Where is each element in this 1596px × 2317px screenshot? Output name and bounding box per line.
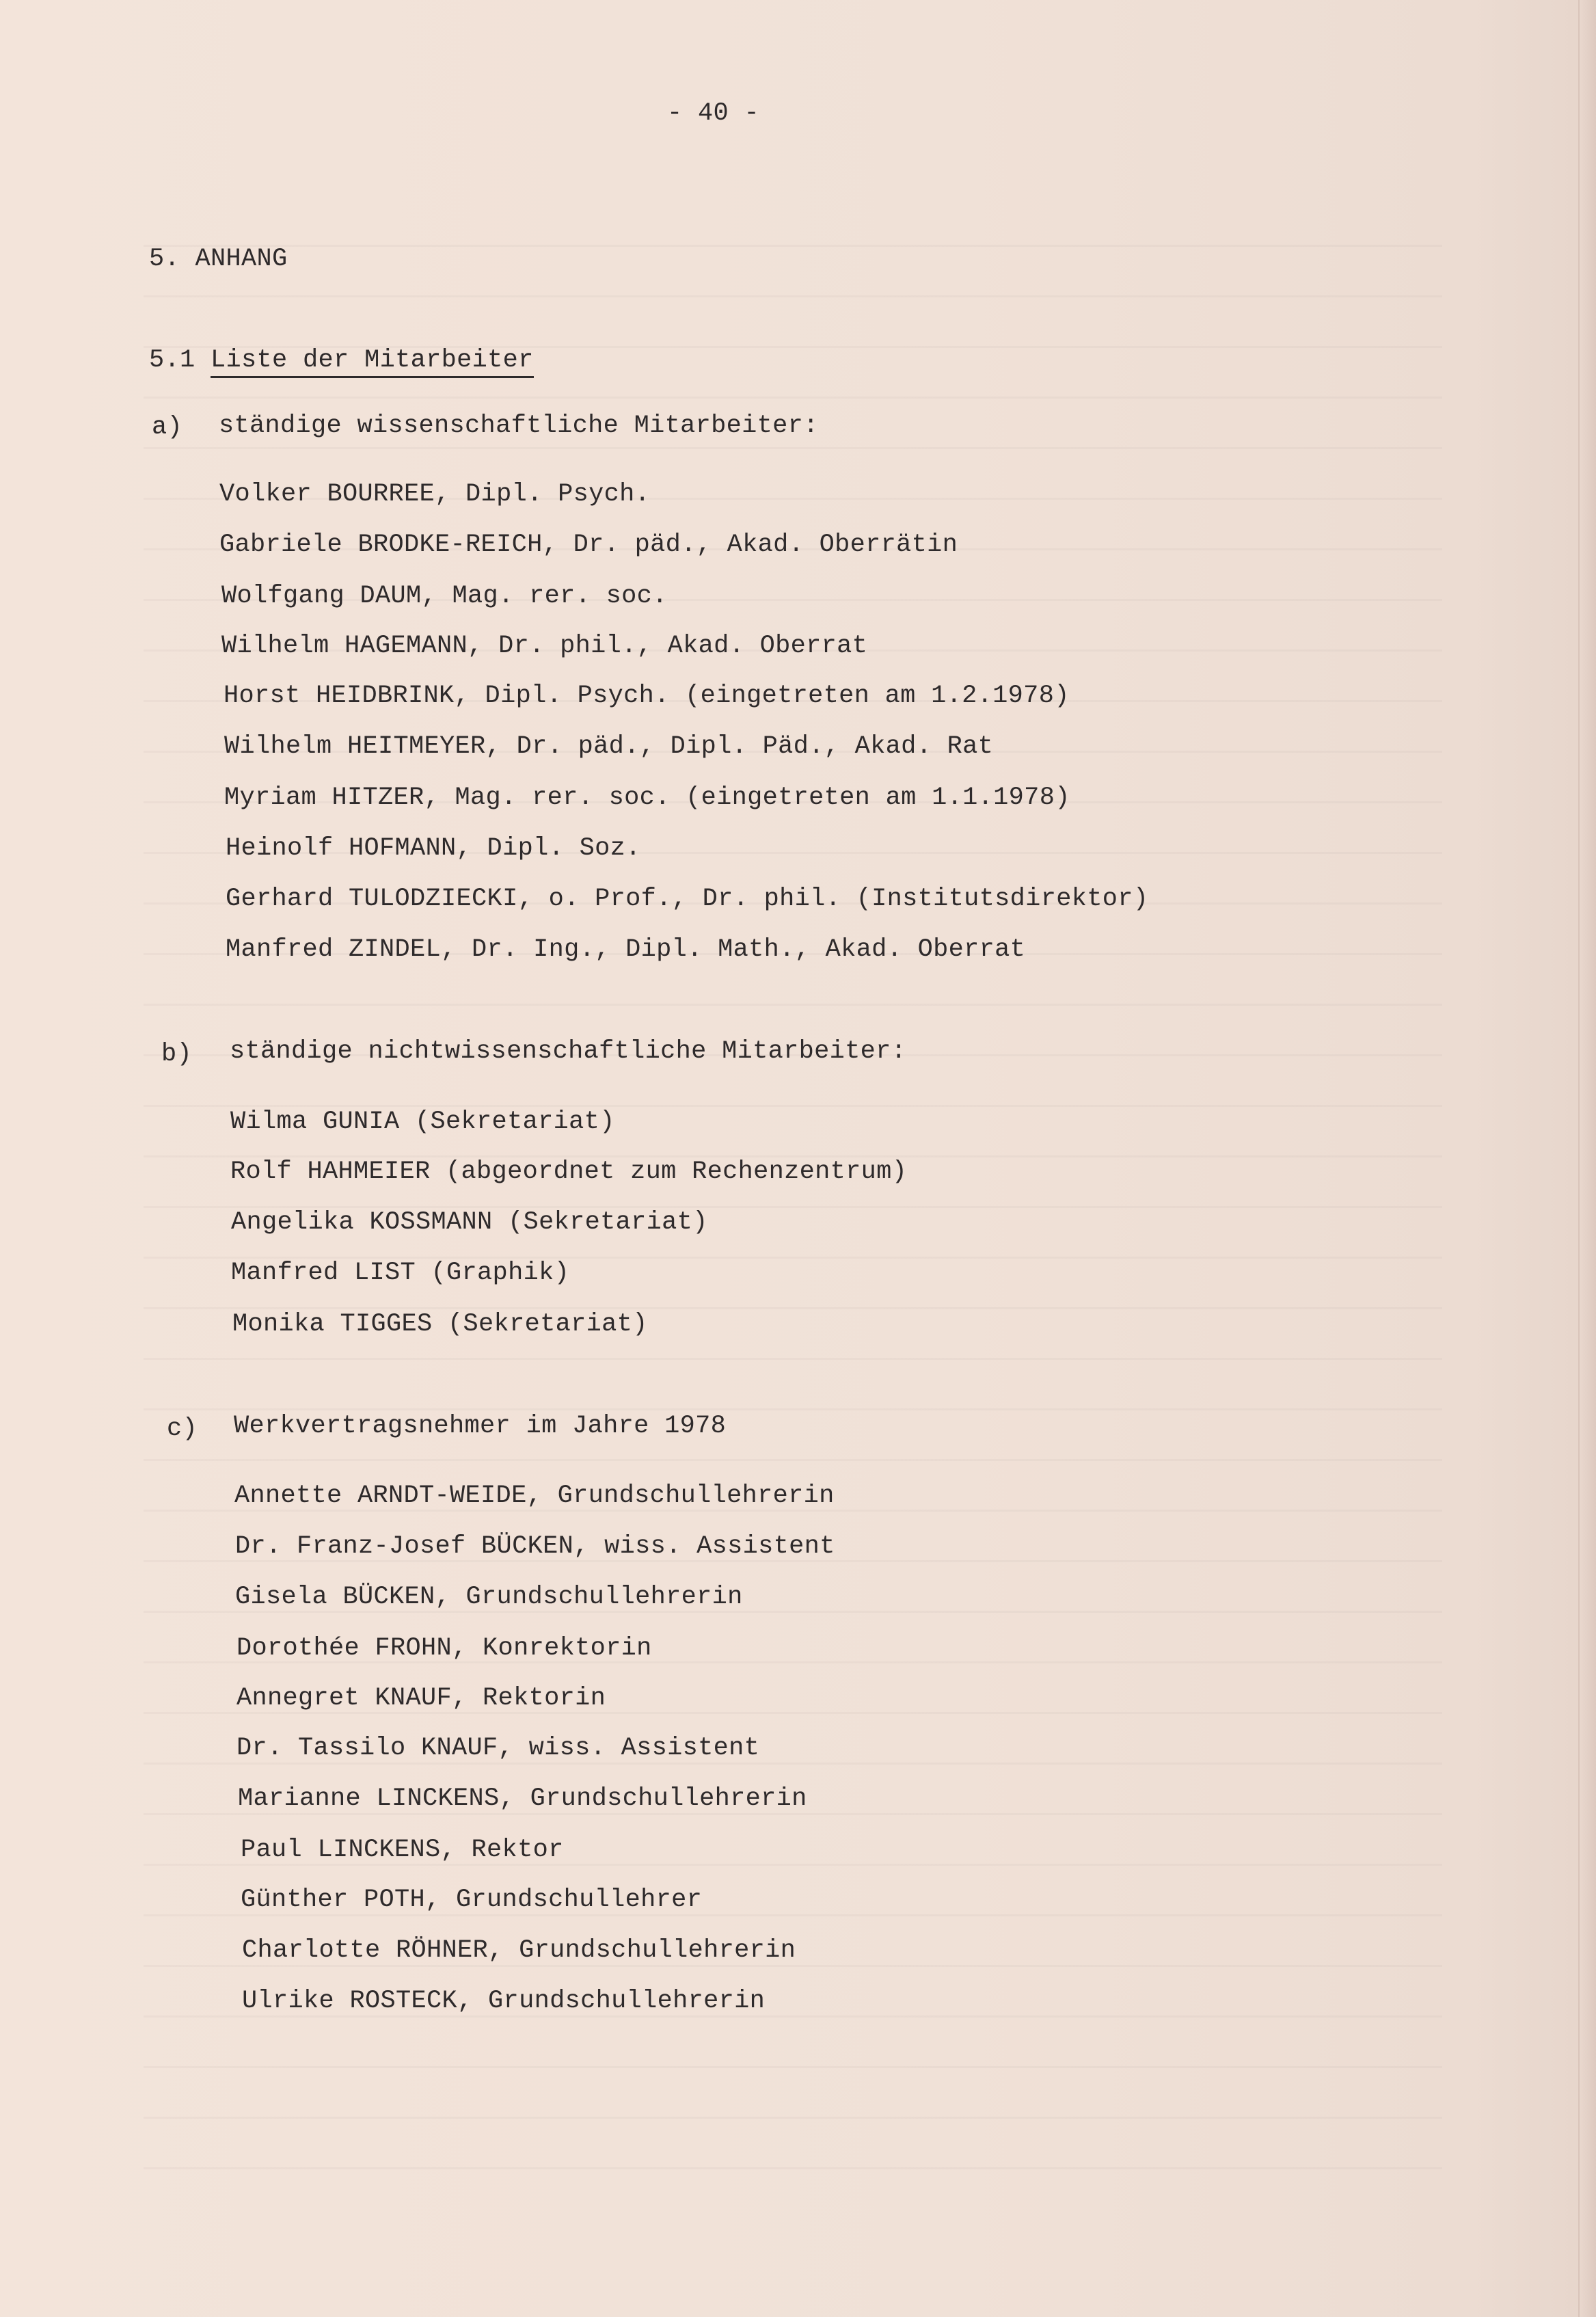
list-item: Annegret KNAUF, Rektorin	[236, 1684, 606, 1713]
group-heading-c: Werkvertragsnehmer im Jahre 1978	[234, 1412, 727, 1441]
list-item: Gisela BÜCKEN, Grundschullehrerin	[235, 1583, 743, 1611]
list-item: Wolfgang DAUM, Mag. rer. soc.	[221, 582, 668, 611]
subsection-heading	[149, 345, 534, 375]
section-number: 5.	[149, 245, 180, 273]
list-item: Wilhelm HEITMEYER, Dr. päd., Dipl. Päd., Akad. Rat	[224, 732, 994, 761]
group-heading-b: ständige nichtwissenschaftliche Mitarbeiter:	[230, 1037, 907, 1066]
section-title: ANHANG	[195, 245, 288, 273]
list-item: Dr. Tassilo KNAUF, wiss. Assistent	[236, 1734, 760, 1763]
page-number: - 40 -	[667, 99, 760, 128]
subsection-number: 5.1	[149, 346, 195, 375]
list-item: Ulrike ROSTECK, Grundschullehrerin	[242, 1987, 766, 2015]
page-edge	[1578, 0, 1596, 2317]
group-heading-a: ständige wissenschaftliche Mitarbeiter:	[219, 412, 819, 440]
list-item: Marianne LINCKENS, Grundschullehrerin	[238, 1784, 807, 1813]
list-item: Wilma GUNIA (Sekretariat)	[230, 1108, 615, 1136]
list-item: Wilhelm HAGEMANN, Dr. phil., Akad. Oberrat	[221, 632, 868, 660]
list-item: Monika TIGGES (Sekretariat)	[232, 1310, 648, 1339]
list-item: Myriam HITZER, Mag. rer. soc. (eingetreten am 1.1.1978)	[224, 784, 1070, 812]
list-item: Paul LINCKENS, Rektor	[241, 1836, 564, 1864]
list-item: Charlotte RÖHNER, Grundschullehrerin	[242, 1936, 796, 1965]
section-heading	[149, 244, 288, 274]
list-item: Angelika KOSSMANN (Sekretariat)	[231, 1208, 708, 1237]
group-label-b: b)	[161, 1040, 193, 1069]
list-item: Gerhard TULODZIECKI, o. Prof., Dr. phil. (Institutsdirektor)	[226, 885, 1149, 913]
list-item: Günther POTH, Grundschullehrer	[241, 1886, 703, 1914]
list-item: Dr. Franz-Josef BÜCKEN, wiss. Assistent	[235, 1532, 835, 1561]
list-item: Gabriele BRODKE-REICH, Dr. päd., Akad. Oberrätin	[219, 531, 958, 559]
list-item: Manfred ZINDEL, Dr. Ing., Dipl. Math., Akad. Oberrat	[226, 935, 1026, 964]
list-item: Horst HEIDBRINK, Dipl. Psych. (eingetreten am 1.2.1978)	[224, 682, 1070, 710]
group-label-c: c)	[167, 1415, 198, 1443]
group-label-a: a)	[152, 413, 183, 442]
list-item: Volker BOURREE, Dipl. Psych.	[219, 480, 651, 509]
list-item: Dorothée FROHN, Konrektorin	[236, 1634, 652, 1663]
list-item: Rolf HAHMEIER (abgeordnet zum Rechenzentrum)	[230, 1157, 908, 1186]
subsection-title: Liste der Mitarbeiter	[211, 346, 534, 378]
list-item: Annette ARNDT-WEIDE, Grundschullehrerin	[234, 1482, 835, 1510]
list-item: Manfred LIST (Graphik)	[231, 1259, 570, 1287]
list-item: Heinolf HOFMANN, Dipl. Soz.	[226, 834, 641, 863]
